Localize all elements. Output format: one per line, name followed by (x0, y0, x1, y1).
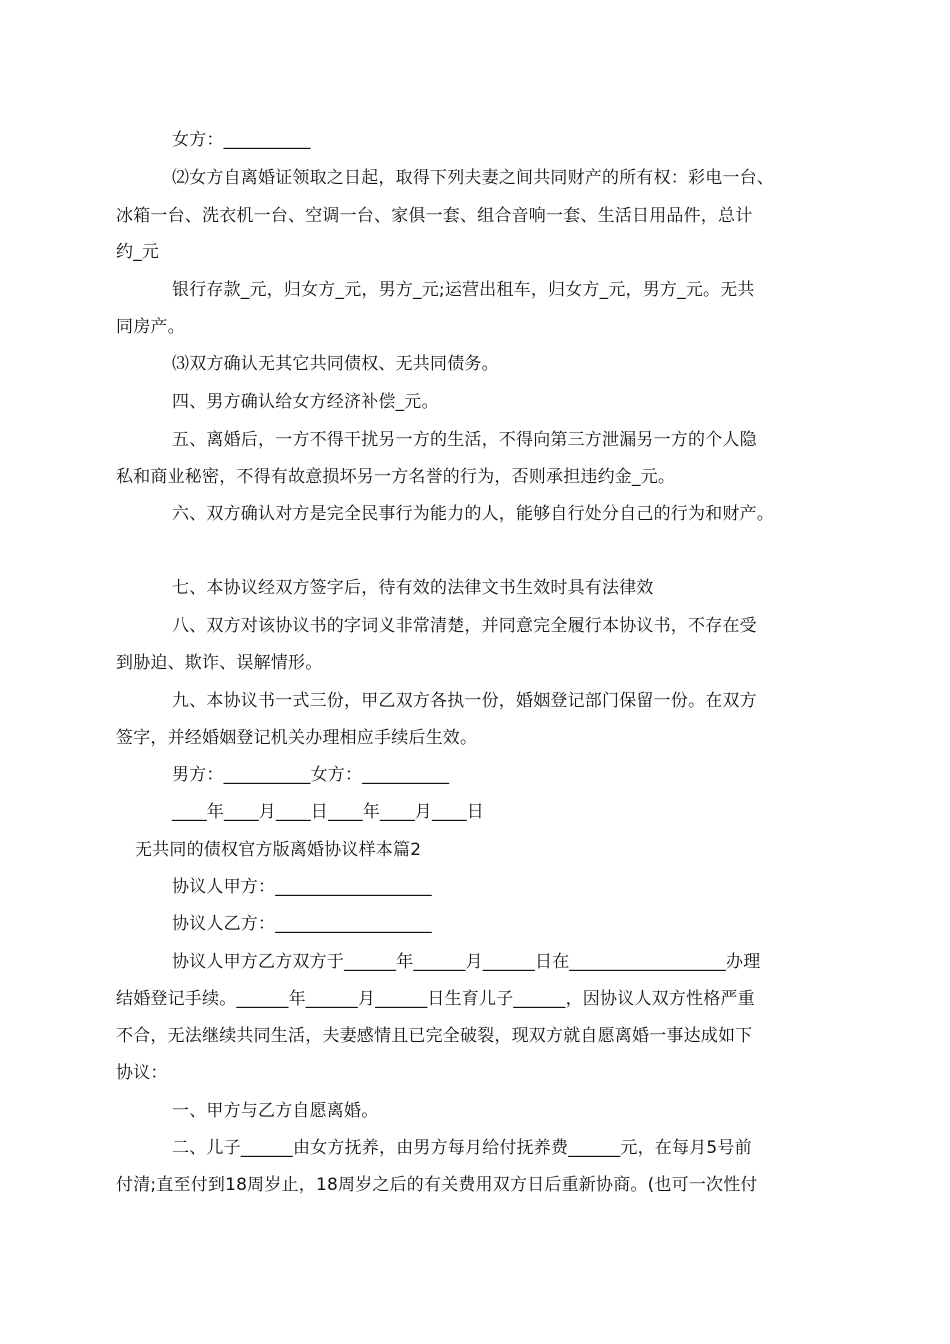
text-line: 五、离婚后，一方不得干扰另一方的生活，不得向第三方泄漏另一方的个人隐 (172, 430, 757, 450)
text-line: 八、双方对该协议书的字词义非常清楚，并同意完全履行本协议书，不存在受 (172, 616, 757, 636)
text-line: 结婚登记手续。______年______月______日生育儿子______，因协议人双方性格严重 (116, 989, 755, 1009)
text-line: 到胁迫、欺诈、误解情形。 (116, 653, 323, 673)
text-line: ⑶双方确认无其它共同债权、无共同债务。 (172, 354, 499, 374)
date-line: ____年____月____日____年____月____日 (172, 802, 484, 822)
text-line: 不合，无法继续共同生活，夫妻感情且已完全破裂，现双方就自愿离婚一事达成如下 (116, 1026, 753, 1046)
text-line: 付清;直至付到18周岁止，18周岁之后的有关费用双方日后重新协商。(也可一次性付 (116, 1175, 758, 1195)
signature-line: 男方：__________女方：__________ (172, 765, 450, 785)
text-line: 同房产。 (116, 317, 185, 337)
text-line: 私和商业秘密，不得有故意损坏另一方名誉的行为，否则承担违约金_元。 (116, 467, 676, 487)
text-line: 女方：__________ (172, 130, 311, 150)
text-line: 约_元 (116, 242, 160, 262)
text-line: 一、甲方与乙方自愿离婚。 (172, 1101, 379, 1121)
text-line: 协议人甲方乙方双方于______年______月______日在__________________办理 (172, 952, 761, 972)
text-line: 银行存款_元，归女方_元，男方_元;运营出租车，归女方_元，男方_元。无共 (172, 280, 755, 300)
party-b-line: 协议人乙方：__________________ (172, 914, 432, 934)
text-line: 冰箱一台、洗衣机一台、空调一台、家俱一套、组合音响一套、生活日用品件，总计 (116, 206, 753, 226)
text-line: 协议： (116, 1063, 168, 1083)
text-line: 六、双方确认对方是完全民事行为能力的人，能够自行处分自己的行为和财产。 (172, 504, 774, 524)
text-line: ⑵女方自离婚证领取之日起，取得下列夫妻之间共同财产的所有权：彩电一台、 (172, 168, 774, 188)
party-a-line: 协议人甲方：__________________ (172, 877, 432, 897)
text-line: 签字，并经婚姻登记机关办理相应手续后生效。 (116, 728, 478, 748)
text-line: 七、本协议经双方签字后，待有效的法律文书生效时具有法律效 (172, 578, 654, 598)
text-line: 九、本协议书一式三份，甲乙双方各执一份，婚姻登记部门保留一份。在双方 (172, 691, 757, 711)
text-line: 二、儿子______由女方抚养，由男方每月给付抚养费______元，在每月5号前 (172, 1138, 752, 1158)
section-title: 无共同的债权官方版离婚协议样本篇2 (135, 840, 422, 860)
text-line: 四、男方确认给女方经济补偿_元。 (172, 392, 439, 412)
